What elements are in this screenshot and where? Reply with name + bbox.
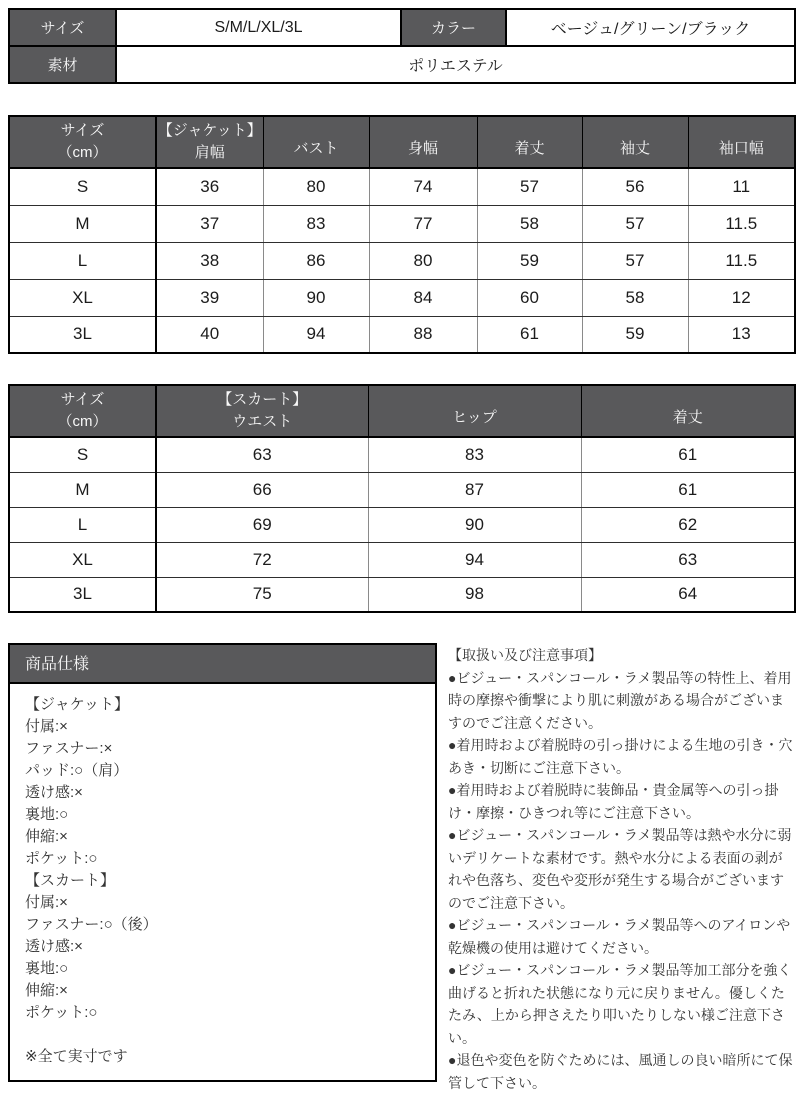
spec-line: ファスナー:× [25, 738, 420, 760]
table-header-row [9, 116, 795, 168]
handling-notes [448, 643, 793, 1094]
table-row [9, 9, 795, 46]
spec-line: 付属:× [25, 892, 420, 914]
column-header-cell: 袖丈 [582, 116, 688, 168]
value-cell: 90 [368, 507, 581, 542]
value-cell: 90 [263, 279, 369, 316]
value-cell: 80 [369, 242, 477, 279]
value-cell: 57 [582, 205, 688, 242]
spec-box-body [10, 684, 435, 1080]
column-header-cell: ヒップ [368, 385, 581, 437]
handling-notes-list [448, 667, 793, 1094]
group-header-cell [156, 385, 368, 437]
value-cell: 66 [156, 472, 368, 507]
size-cell: M [9, 472, 156, 507]
size-unit-header-cell [9, 385, 156, 437]
size-cell: S [9, 437, 156, 472]
note-paragraph: ●ビジュー・スパンコール・ラメ製品等は熱や水分に弱いデリケートな素材です。熱や水分による表面の剥がれや色落ち、変色や変形が発生する場合がございますのでご注意下さい。 [448, 824, 793, 914]
table-row [9, 507, 795, 542]
value-cell: 83 [368, 437, 581, 472]
value-cell: 61 [477, 316, 582, 353]
note-paragraph: ●ビジュー・スパンコール・ラメ製品等加工部分を強く曲げると折れた状態になり元に戻りません。優しくたたみ、上から押さえたり叩いたりしない様ご注意下さい。 [448, 959, 793, 1049]
spec-line [25, 1024, 420, 1046]
spec-line: ※全て実寸です [25, 1046, 420, 1068]
value-cell: 83 [263, 205, 369, 242]
spec-line: ポケット:○ [25, 848, 420, 870]
value-cell: 59 [582, 316, 688, 353]
value-cell: 63 [156, 437, 368, 472]
column-header-cell: 着丈 [581, 385, 795, 437]
skirt-size-table [8, 384, 796, 613]
value-cell: 56 [582, 168, 688, 205]
value-cell: 75 [156, 577, 368, 612]
value-cell: 57 [477, 168, 582, 205]
spec-line: ファスナー:○（後） [25, 914, 420, 936]
group-header-cell [156, 116, 263, 168]
table-row [9, 437, 795, 472]
value-cell: 94 [263, 316, 369, 353]
spec-line: ポケット:○ [25, 1002, 420, 1024]
column-header-cell: 袖口幅 [688, 116, 795, 168]
spec-box-title: 商品仕様 [10, 645, 435, 684]
value-cell: 40 [156, 316, 263, 353]
value-cell: 11.5 [688, 242, 795, 279]
value-cell: 37 [156, 205, 263, 242]
note-paragraph: ●着用時および着脱時の引っ掛けによる生地の引き・穴あき・切断にご注意下さい。 [448, 734, 793, 779]
column-header-cell: 身幅 [369, 116, 477, 168]
size-cell: 3L [9, 577, 156, 612]
note-paragraph: ●着用時および着脱時に装飾品・貴金属等への引っ掛け・摩擦・ひきつれ等にご注意下さい。 [448, 779, 793, 824]
size-color-material-table [8, 8, 796, 84]
header-line: サイズ [10, 389, 155, 411]
size-value-cell: S/M/L/XL/3L [116, 9, 401, 46]
value-cell: 12 [688, 279, 795, 316]
header-line: サイズ [10, 120, 155, 142]
size-cell: 3L [9, 316, 156, 353]
value-cell: 58 [582, 279, 688, 316]
size-cell: M [9, 205, 156, 242]
color-value-cell: ベージュ/グリーン/ブラック [506, 9, 795, 46]
size-cell: L [9, 242, 156, 279]
handling-notes-title: 【取扱い及び注意事項】 [448, 644, 793, 667]
column-header-cell: 着丈 [477, 116, 582, 168]
spec-line: 透け感:× [25, 782, 420, 804]
spec-line: 付属:× [25, 716, 420, 738]
value-cell: 77 [369, 205, 477, 242]
header-line: 【ジャケット】 [157, 120, 263, 142]
table-row [9, 316, 795, 353]
spec-line: 【ジャケット】 [25, 694, 420, 716]
value-cell: 59 [477, 242, 582, 279]
header-line: 【スカート】 [157, 389, 368, 411]
value-cell: 94 [368, 542, 581, 577]
table-row [9, 542, 795, 577]
table-row [9, 577, 795, 612]
value-cell: 11.5 [688, 205, 795, 242]
spec-line: 伸縮:× [25, 826, 420, 848]
size-unit-header-cell [9, 116, 156, 168]
material-value-cell: ポリエステル [116, 46, 795, 83]
value-cell: 13 [688, 316, 795, 353]
value-cell: 98 [368, 577, 581, 612]
product-spec-box [8, 643, 437, 1082]
jacket-size-table [8, 115, 796, 354]
table-header-row [9, 385, 795, 437]
spec-line: 裏地:○ [25, 804, 420, 826]
value-cell: 86 [263, 242, 369, 279]
spec-line: 伸縮:× [25, 980, 420, 1002]
note-paragraph: ●ビジュー・スパンコール・ラメ製品等の特性上、着用時の摩擦や衝撃により肌に刺激がある場合がございますのでご注意ください。 [448, 667, 793, 735]
material-label-cell: 素材 [9, 46, 116, 83]
value-cell: 57 [582, 242, 688, 279]
value-cell: 74 [369, 168, 477, 205]
value-cell: 60 [477, 279, 582, 316]
note-paragraph: ●退色や変色を防ぐためには、風通しの良い暗所にて保管して下さい。 [448, 1049, 793, 1094]
column-header-cell: バスト [263, 116, 369, 168]
value-cell: 72 [156, 542, 368, 577]
color-label-cell: カラー [401, 9, 506, 46]
header-line: ウエスト [157, 411, 368, 433]
table-row [9, 472, 795, 507]
value-cell: 80 [263, 168, 369, 205]
table-row [9, 242, 795, 279]
header-line: （cm） [10, 411, 155, 433]
value-cell: 84 [369, 279, 477, 316]
value-cell: 63 [581, 542, 795, 577]
spec-line: 裏地:○ [25, 958, 420, 980]
value-cell: 61 [581, 437, 795, 472]
table-row [9, 205, 795, 242]
spec-line: 透け感:× [25, 936, 420, 958]
size-cell: S [9, 168, 156, 205]
table-row [9, 279, 795, 316]
size-cell: XL [9, 279, 156, 316]
value-cell: 61 [581, 472, 795, 507]
value-cell: 11 [688, 168, 795, 205]
value-cell: 69 [156, 507, 368, 542]
value-cell: 64 [581, 577, 795, 612]
header-line: 肩幅 [157, 142, 263, 164]
header-line: （cm） [10, 142, 155, 164]
note-paragraph: ●ビジュー・スパンコール・ラメ製品等へのアイロンや乾燥機の使用は避けてください。 [448, 914, 793, 959]
size-cell: XL [9, 542, 156, 577]
value-cell: 88 [369, 316, 477, 353]
value-cell: 38 [156, 242, 263, 279]
value-cell: 36 [156, 168, 263, 205]
size-label-cell: サイズ [9, 9, 116, 46]
spec-line: 【スカート】 [25, 870, 420, 892]
table-row [9, 168, 795, 205]
value-cell: 39 [156, 279, 263, 316]
value-cell: 62 [581, 507, 795, 542]
value-cell: 58 [477, 205, 582, 242]
table-row [9, 46, 795, 83]
value-cell: 87 [368, 472, 581, 507]
bottom-section [8, 643, 793, 1094]
size-cell: L [9, 507, 156, 542]
spec-line: パッド:○（肩） [25, 760, 420, 782]
